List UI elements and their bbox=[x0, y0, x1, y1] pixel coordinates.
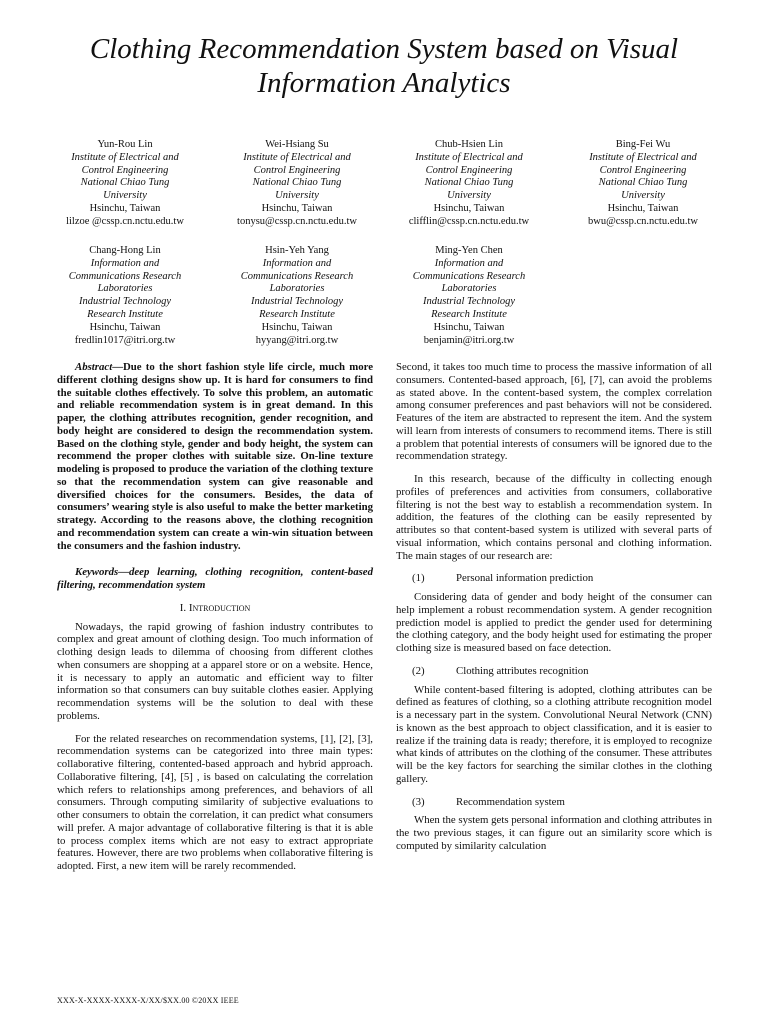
author-email: fredlin1017@itri.org.tw bbox=[74, 334, 176, 346]
paper-title: Clothing Recommendation System based on Visual Information Analytics bbox=[89, 33, 679, 99]
intro-paragraph-continuation: Second, it takes too much time to process the massive information of all consumers. Contented-based approach, [6], [7], can avoid the problems as stated above. In the content-based system, the complex correlation among consumer preferences and past behaviors will not be considered. Features of the item are abstracted to represent the item. And the system will learn from interests of consumers to recommend items. There is still a problem that potential interests of consumers will be ignored due to the recommendation strategy. bbox=[396, 361, 712, 463]
author-affiliation-line: University bbox=[621, 190, 665, 202]
abstract bbox=[57, 361, 373, 552]
author-affiliation-line: Industrial Technology bbox=[422, 296, 516, 308]
author-affiliation-line: National Chiao Tung bbox=[424, 177, 514, 189]
author-name: Ming-Yen Chen bbox=[435, 245, 503, 256]
intro-paragraph-3: In this research, because of the difficulty in collecting enough profiles of preferences and activities from consumers, collaborative filtering is not the best way to establish a recommendation system. In addition, the features of the clothing can be easily represented by attributes so that content-based system is utilized with several parts of visual information, which contains personal and clothing information. The main stages of our research are: bbox=[396, 473, 712, 562]
author-location: Hsinchu, Taiwan bbox=[89, 321, 161, 333]
author-location: Hsinchu, Taiwan bbox=[261, 202, 333, 214]
author-location: Hsinchu, Taiwan bbox=[261, 321, 333, 333]
author-affiliation-line: Control Engineering bbox=[425, 164, 513, 176]
author-block-7 bbox=[384, 245, 554, 347]
author-email: clifflin@cssp.cn.nctu.edu.tw bbox=[408, 215, 530, 227]
author-location: Hsinchu, Taiwan bbox=[89, 202, 161, 214]
author-affiliation-line: Communications Research bbox=[240, 270, 354, 282]
stage-text-3: When the system gets personal information and clothing attributes in the two previous stages, it can figure out an similarity score which is computed by similarity calculation bbox=[396, 814, 712, 852]
author-affiliation-line: Laboratories bbox=[441, 283, 497, 295]
author-affiliation-line: National Chiao Tung bbox=[252, 177, 342, 189]
author-location: Hsinchu, Taiwan bbox=[433, 202, 505, 214]
author-affiliation-line: Laboratories bbox=[97, 283, 153, 295]
copyright-footer: XXX-X-XXXX-XXXX-X/XX/$XX.00 ©20XX IEEE bbox=[57, 996, 239, 1005]
author-affiliation-line: Control Engineering bbox=[253, 164, 341, 176]
author-affiliation-line: Information and bbox=[262, 257, 332, 269]
author-block-6 bbox=[212, 245, 382, 347]
author-affiliation-line: Control Engineering bbox=[81, 164, 169, 176]
author-affiliation-line: Communications Research bbox=[412, 270, 526, 282]
author-affiliation-line: Institute of Electrical and bbox=[71, 151, 179, 163]
author-block-3 bbox=[384, 139, 554, 229]
author-name: Wei-Hsiang Su bbox=[265, 139, 329, 150]
author-name: Bing-Fei Wu bbox=[615, 139, 671, 150]
stage-heading-3 bbox=[396, 796, 712, 809]
section-heading-introduction bbox=[57, 602, 373, 615]
section-title: Introduction bbox=[188, 601, 251, 614]
author-affiliation-line: Institute of Electrical and bbox=[415, 151, 523, 163]
author-affiliation-line: Laboratories bbox=[269, 283, 325, 295]
author-name: Hsin-Yeh Yang bbox=[265, 245, 329, 256]
author-email: tonysu@cssp.cn.nctu.edu.tw bbox=[237, 215, 357, 227]
stage-number: (3) bbox=[412, 795, 425, 808]
stage-title: Personal information prediction bbox=[456, 572, 594, 585]
author-affiliation-line: Industrial Technology bbox=[250, 296, 344, 308]
stage-title: Recommendation system bbox=[456, 795, 565, 808]
author-affiliation-line: University bbox=[275, 190, 319, 202]
stage-text-1: Considering data of gender and body height of the consumer can help implement a robust recommendation system. A gender recognition prediction model is applied to predict the gender used for determining the clothing category, and the body height used for estimating the proper clothing size is measured based on face detection. bbox=[396, 591, 712, 654]
author-affiliation-line: Institute of Electrical and bbox=[243, 151, 351, 163]
stage-number: (2) bbox=[412, 664, 425, 677]
author-name: Yun-Rou Lin bbox=[97, 139, 153, 150]
stage-title: Clothing attributes recognition bbox=[456, 664, 589, 677]
author-affiliation-line: Institute of Electrical and bbox=[589, 151, 697, 163]
stage-number: (1) bbox=[412, 572, 425, 585]
author-location: Hsinchu, Taiwan bbox=[433, 321, 505, 333]
author-name: Chang-Hong Lin bbox=[89, 245, 161, 256]
left-column bbox=[57, 361, 373, 883]
author-affiliation-line: National Chiao Tung bbox=[80, 177, 170, 189]
author-email: bwu@cssp.cn.nctu.edu.tw bbox=[588, 215, 698, 227]
author-affiliation-line: University bbox=[447, 190, 491, 202]
author-affiliation-line: National Chiao Tung bbox=[598, 177, 688, 189]
stage-heading-2 bbox=[396, 665, 712, 678]
intro-paragraph-1: Nowadays, the rapid growing of fashion industry contributes to complex and great amount of clothing design. Too much information of clothing design leads to dilemma of choosing from different clothes when consumers are shopping at a apparel store or on a website. Hence, it is necessary to apply an automatic and efficient way to filter information so that consumers can buy suitable clothes easier. Applying recommendation systems will be the solution to deal with these problems. bbox=[57, 620, 373, 722]
intro-paragraph-2: For the related researches on recommendation systems, [1], [2], [3], recommendation systems can be categorized into three main types: collaborative filtering, contented-based approach and hybrid approach. Collaborative filtering, [4], [5] , is based on calculating the correlation which refers to relationships among preferences, and behaviors of all consumers. Through computing similarity of subjective evaluations to other consumers to obtain the correlation, it can predict what consumers will prefer. A major advantage of collaborative filtering is that it is able to process complex items which are not easy to extract appropriate features. However, there are two problems when collaborative filtering is adopted. First, a new item will be rarely recommended. bbox=[57, 732, 373, 872]
author-email: hyyang@itri.org.tw bbox=[255, 334, 339, 346]
author-affiliation-line: Research Institute bbox=[259, 308, 335, 320]
section-numeral: I. bbox=[179, 601, 187, 614]
author-affiliation-line: Information and bbox=[434, 257, 504, 269]
stage-heading-1 bbox=[396, 572, 712, 585]
author-affiliation-line: Communications Research bbox=[68, 270, 182, 282]
author-block-4 bbox=[558, 139, 728, 229]
author-name: Chub-Hsien Lin bbox=[435, 139, 503, 150]
author-email: benjamin@itri.org.tw bbox=[423, 334, 515, 346]
author-block-5 bbox=[40, 245, 210, 347]
author-affiliation-line: Industrial Technology bbox=[78, 296, 172, 308]
author-affiliation-line: Information and bbox=[90, 257, 160, 269]
author-block-1 bbox=[40, 139, 210, 229]
author-affiliation-line: Control Engineering bbox=[599, 164, 687, 176]
right-column bbox=[396, 361, 712, 863]
author-location: Hsinchu, Taiwan bbox=[607, 202, 679, 214]
abstract-text: —Due to the short fashion style life circle, much more different clothing designs show up. It is hard for consumers to find the suitable clothes effectively. To solve this problem, an automatic and reliable recommendation system is in great demand. In this paper, the clothing attributes recognition, gender recognition, and body height are considered to design the recommendation system. Based on the clothing style, gender and body height, the system can recommend the proper clothes with suitable size. On-line texture modeling is proposed to produce the variation of the clothing texture so that the recommendation system can give reasonable and diversified choices for the consumers. Besides, the data of consumers’ wearing style is also useful to make the better marketing strategy. According to the reasons above, the clothing recognition and recommendation system can create a win-win situation between the consumers and the fashion industry. bbox=[57, 361, 373, 552]
author-affiliation-line: Research Institute bbox=[431, 308, 507, 320]
keywords: Keywords—deep learning, clothing recognition, content-based filtering, recommendation system bbox=[57, 566, 373, 591]
author-block-2 bbox=[212, 139, 382, 229]
author-affiliation-line: University bbox=[103, 190, 147, 202]
abstract-lead: Abstract bbox=[75, 361, 113, 373]
stage-text-2: While content-based filtering is adopted, clothing attributes can be defined as features of clothing, so a clothing attribute recognition model is a necessary part in the system. Convolutional Neural Network (CNN) is known as the best approach to object classification, and it is easier to realize if the training data is ready; therefore, it is employed to recognize what kinds of attributes on the clothing of the consumer. These attributes will be the key factors for searching the similar clothes in the clothing gallery. bbox=[396, 683, 712, 785]
author-affiliation-line: Research Institute bbox=[87, 308, 163, 320]
author-email: lilzoe @cssp.cn.nctu.edu.tw bbox=[66, 215, 184, 227]
